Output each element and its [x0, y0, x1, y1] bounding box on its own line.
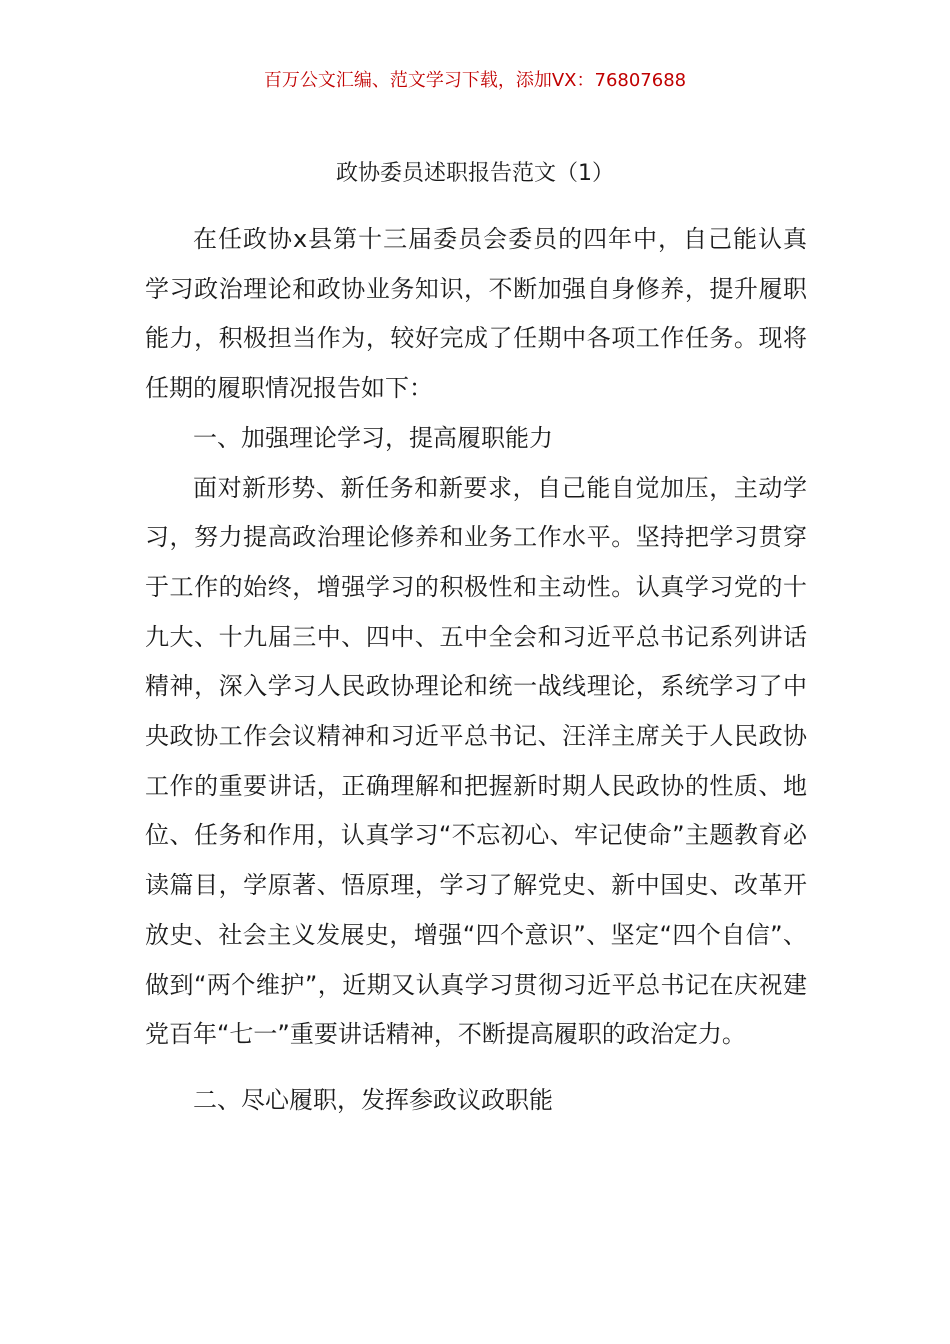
document-title: 政协委员述职报告范文（1） — [336, 161, 614, 186]
header-note: 百万公文汇编、范文学习下载，添加VX：76807688 — [263, 70, 687, 91]
paragraph-intro: 在任政协x县第十三届委员会委员的四年中，自己能认真学习政治理论和政协业务知识，不断加强自身修养，提升履职能力，积极担当作为，较好完成了任期中各项工作任务。现将任期的履职情况报告如下： — [145, 225, 807, 403]
section-heading-1: 一、加强理论学习，提高履职能力 — [193, 423, 553, 452]
paragraph-section-1: 面对新形势、新任务和新要求，自己能自觉加压，主动学习，努力提高政治理论修养和业务工作水平。坚持把学习贯穿于工作的始终，增强学习的积极性和主动性。认真学习党的十九大、十九届三中、四中、五中全会和习近平总书记系列讲话精神，深入学习人民政协理论和统一战线理论，系统学习了中央政协工作会议精神和习近平总书记、汪洋主席关于人民政协工作的重要讲话，正确理解和把握新时期人民政协的性质、地位、任务和作用，认真学习“不忘初心、牢记使命”主题教育必读篇目，学原著、悟原理，学习了解党史、新中国史、改革开放史、社会主义发展史，增强“四个意识”、坚定“四个自信”、做到“两个维护”，近期又认真学习贯彻习近平总书记在庆祝建党百年“七一”重要讲话精神，不断提高履职的政治定力。 — [145, 473, 807, 1049]
section-heading-2: 二、尽心履职，发挥参政议政职能 — [193, 1085, 553, 1114]
document-body — [145, 215, 807, 1126]
